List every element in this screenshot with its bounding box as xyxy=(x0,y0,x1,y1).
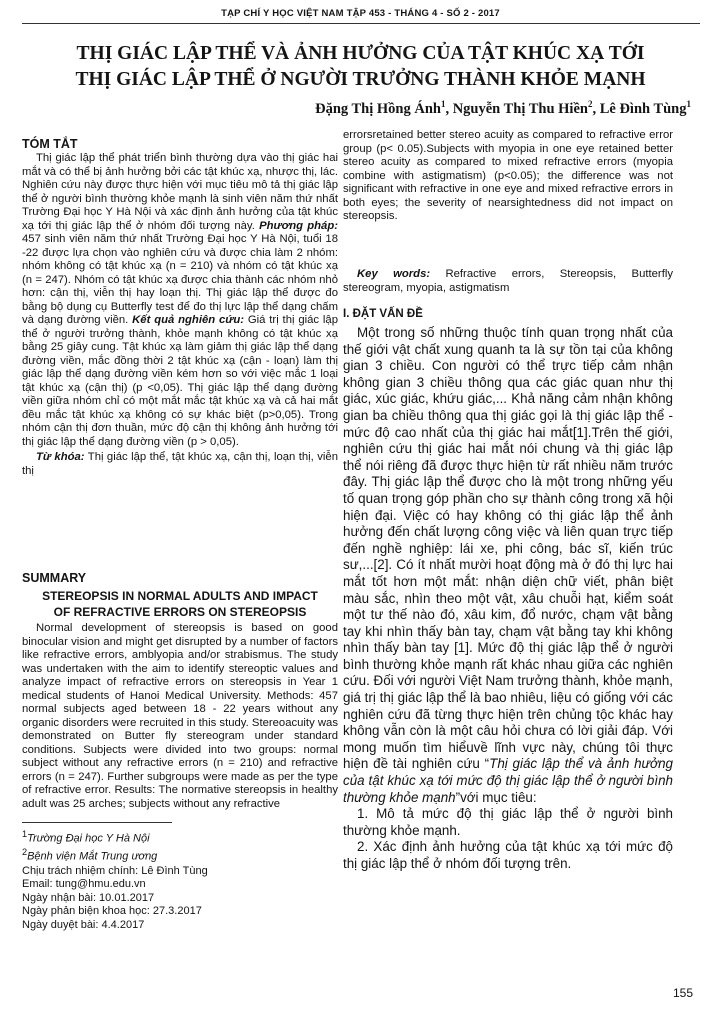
summary-keywords xyxy=(343,268,673,295)
author-affiliation: 1 xyxy=(686,99,691,109)
tomtat-abstract xyxy=(22,152,338,478)
english-title xyxy=(22,588,338,620)
keywords-label-en: Key words: xyxy=(357,268,431,280)
summary-abstract-part2 xyxy=(343,129,673,269)
introduction-text-end: ”với mục tiêu: xyxy=(455,789,537,805)
author-list xyxy=(315,99,691,118)
tomtat-methods-text: 457 sinh viên năm thứ nhất Trường Đại học Y Hà Nội, tuổi 18 -22 được lựa chọn vào nghiên cứu và được chia làm 2 nhóm: nhóm không có tật khúc xạ (n = 210) và nhóm có tật khúc xạ (n = 247). Nhóm có tật khúc xạ được chia thành các nhóm nhỏ hơn: cận thị, viễn thị hay loạn thị. Thị giác lập thể được đo bằng bộ dụng cụ Butterfly test để đo thị lực lập thể dạng chấm và dạng đường viền. xyxy=(22,233,338,326)
footnote-corresponding: Chịu trách nhiệm chính: Lê Đình Tùng xyxy=(22,864,208,877)
author-name: Nguyễn Thị Thu Hiền xyxy=(452,100,588,117)
keywords-text-en: Refractive errors, Stereopsis, Butterfly stereogram, myopia, astigmatism xyxy=(343,268,673,294)
footnote-received: Ngày nhận bài: 10.01.2017 xyxy=(22,891,155,904)
author-name: Lê Đình Tùng xyxy=(599,100,687,117)
author-affiliation: 2 xyxy=(587,99,593,109)
results-label: Kết quả nghiên cứu: xyxy=(132,314,245,326)
summary-keywords-paragraph xyxy=(343,268,673,295)
footnote-affiliation-1 xyxy=(22,828,208,846)
objective-1: 1. Mô tả mức độ thị giác lập thể ở người bình thường khỏe mạnh. xyxy=(343,806,673,838)
objective-2: 2. Xác định ảnh hưởng của tật khúc xạ tới mức độ thị giác lập thể ở nhóm đối tượng trên. xyxy=(343,839,673,871)
introduction-body xyxy=(343,325,673,873)
introduction-heading: I. ĐẶT VẤN ĐỀ xyxy=(343,308,423,320)
summary-continuation: errorsretained better stereo acuity as compared to refractive error group (p< 0.05).Subjects with myopia in one eye retained better stereo acuity as compared to mixed refractive errors (myopia combine with astigmatism) (p<0.05); the difference was not significant with refractive in one eye and mixed refractive errors in both eyes; the severity of nearsightedness did not impact on stereopsis. xyxy=(343,129,673,222)
summary-abstract-part1 xyxy=(22,622,338,822)
english-title-line-1: STEREOPSIS IN NORMAL ADULTS AND IMPACT xyxy=(42,589,318,603)
footnote-affiliation-2 xyxy=(22,846,208,864)
footnote-reviewed: Ngày phản biện khoa học: 27.3.2017 xyxy=(22,905,202,918)
tomtat-paragraph xyxy=(22,152,338,449)
footnote-accepted: Ngày duyệt bài: 4.4.2017 xyxy=(22,918,145,931)
author-separator: , xyxy=(592,100,600,117)
footnote-marker: 1 xyxy=(22,829,28,839)
footnote-email: Email: tung@hmu.edu.vn xyxy=(22,878,146,891)
author-affiliation: 1 xyxy=(440,99,446,109)
footnote-marker: 2 xyxy=(22,847,28,858)
author-separator: , xyxy=(445,100,453,117)
header-rule xyxy=(22,23,700,24)
keywords-text-vn: Thị giác lập thể, tật khúc xạ, cận thị, loạn thị, viễn thị xyxy=(22,451,338,477)
title-line-1: THỊ GIÁC LẬP THỂ VÀ ẢNH HƯỞNG CỦA TẬT KHÚC XẠ TỚI xyxy=(76,43,645,64)
introduction-paragraph xyxy=(343,325,673,806)
introduction-text: Một trong số những thuộc tính quan trọng nhất của thế giới vật chất xung quanh ta là sự tồn tại của không gian 3 chiều. Con người có thể trực tiếp cảm nhận không gian 3 chiều thông qua các giác quan như thị giác, xúc giác, khứu giác,... Khả năng cảm nhận không gian ba chiều thông qua thị giác gọi là thị giác lập thể - mức độ cao nhất của thị giác hai mắt[1].Trên thế giới, nghiên cứu thị giác hai mắt nói chung và thị giác lập thể nói riêng đã được thực hiện từ rất nhiều năm trước đây. Thị giác lập thể được cho là một trong những yếu tố quan trọng góp phần cho sự thành công trong xã hội hiện đại. Việc có hay không có thị giác lập thể ảnh hưởng đến chất lượng công việc và liên quan trực tiếp đến nghề nghiệp: lái xe, phi công, bác sĩ, kiến trúc sư,...[2]. Có ít nhất mười hoạt động mà ở đó thị lực hai mắt tốt hơn một mắt: nhận diện chữ viết, phân biệt màu sắc, nhìn theo một vật, xâu chuỗi hạt, kiểm soát một tư thế nào đó, xâu kim, đổ nước, chạm vật bằng tay khi nhìn thấy bàn tay, chạm vật bằng tay khi không nhìn thấy bàn tay [1]. Mức độ thị giác lập thể ở người bình thường khỏe mạnh rất khác nhau giữa các nghiên cứu. Đối với người Việt Nam trưởng thành, khỏe mạnh, giá trị thị giác lập thể là bao nhiêu, liệu có giống với các nghiên cứu đã từng thực hiện trên chủng tộc khác hay không vẫn còn là một câu hỏi chưa có lời giải đáp. Với mong muốn tìm hiểuvề lĩnh vực này, chúng tôi thực hiện đề tài nghiên cứu “ xyxy=(343,325,673,772)
tomtat-intro-text: Thị giác lập thể phát triển bình thường dựa vào thị giác hai mắt và có thể bị ảnh hưởng bởi các tật khúc xạ, nhược thị, lác. Nghiên cứu này được thực hiện với mục tiêu mô tả thị giác lập thể ở người bình thường khỏe mạnh là sinh viên năm thứ nhất Trường Đại học Y Hà Nội và xác định ảnh hưởng của tật khúc xạ tới thị giác lập thể ở nhóm đối tượng này. xyxy=(22,152,338,232)
footnotes xyxy=(22,828,208,932)
page-number: 155 xyxy=(672,986,693,1000)
footnote-text: Trường Đại học Y Hà Nội xyxy=(27,832,150,845)
title-line-2: THỊ GIÁC LẬP THỂ Ở NGƯỜI TRƯỞNG THÀNH KHỎE MẠNH xyxy=(75,69,646,90)
summary-paragraph: Normal development of stereopsis is based on good binocular vision and might get disrupted by a number of factors like refractive errors, amblyopia and/or strabismus. The study was undertaken with the aim to identify stereoptic values and analyze impact of refractive errors on stereopsis in Year 1 medical students of Hanoi Medical University. Methods: 457 normal subjects aged between 18 - 22 years without any organic disorders were recruited in this study. Stereoacuity was demonstrated on Butter fly stereogram under standard conditions. Subjects were divided into two groups: normal subject without any refractive errors (n = 210) and refractive errors (n = 247). Further subgroups were made as per the type of refractive error. Results: The normative stereopsis in healthy adult was 25 arches; subjects without any refractive xyxy=(22,622,338,810)
tomtat-results-text: Giá trị thị giác lập thể ở người trưởng thành, khỏe mạnh không có tật khúc xạ bằng 25 giây cung. Tật khúc xạ làm giảm thị giác lập thể dạng đường viền, mắc đồng thời 2 tật khúc xạ (cận - loạn) làm thị giác lập thể dạng đường viền kém hơn so với việc mắc 1 loại tật khúc xạ (cận thị) (p <0,05). Thị giác lập thể dạng đường viền giữa nhóm chỉ có một mắt mắc tật khúc xạ và cả hai mắt đều mắc tật khúc xạ không có sự khác biệt (p>0,05). Trong nhóm cận thị đơn thuần, mức độ cận thị không ảnh hưởng tới thị giác lập thể dạng đường viền (p > 0,05). xyxy=(22,314,338,448)
tomtat-keywords xyxy=(22,451,338,478)
tomtat-heading: TÓM TẮT xyxy=(22,137,78,151)
article-title xyxy=(0,41,721,93)
study-title-quote: Thị giác lập thể và ảnh hưởng của tật khúc xạ tới mức độ thị giác lập thể ở người bình thường khỏe mạnh xyxy=(343,756,673,805)
english-title-line-2: OF REFRACTIVE ERRORS ON STEREOPSIS xyxy=(53,605,307,619)
journal-header: TẠP CHÍ Y HỌC VIỆT NAM TẬP 453 - THÁNG 4 - SỐ 2 - 2017 xyxy=(221,8,500,19)
footnote-rule xyxy=(22,822,172,823)
footnote-text: Bệnh viện Mắt Trung ương xyxy=(27,850,158,863)
author-name: Đặng Thị Hồng Ánh xyxy=(315,100,441,117)
keywords-label-vn: Từ khóa: xyxy=(36,451,85,463)
summary-heading: SUMMARY xyxy=(22,571,87,585)
methods-label: Phương pháp: xyxy=(259,219,338,232)
